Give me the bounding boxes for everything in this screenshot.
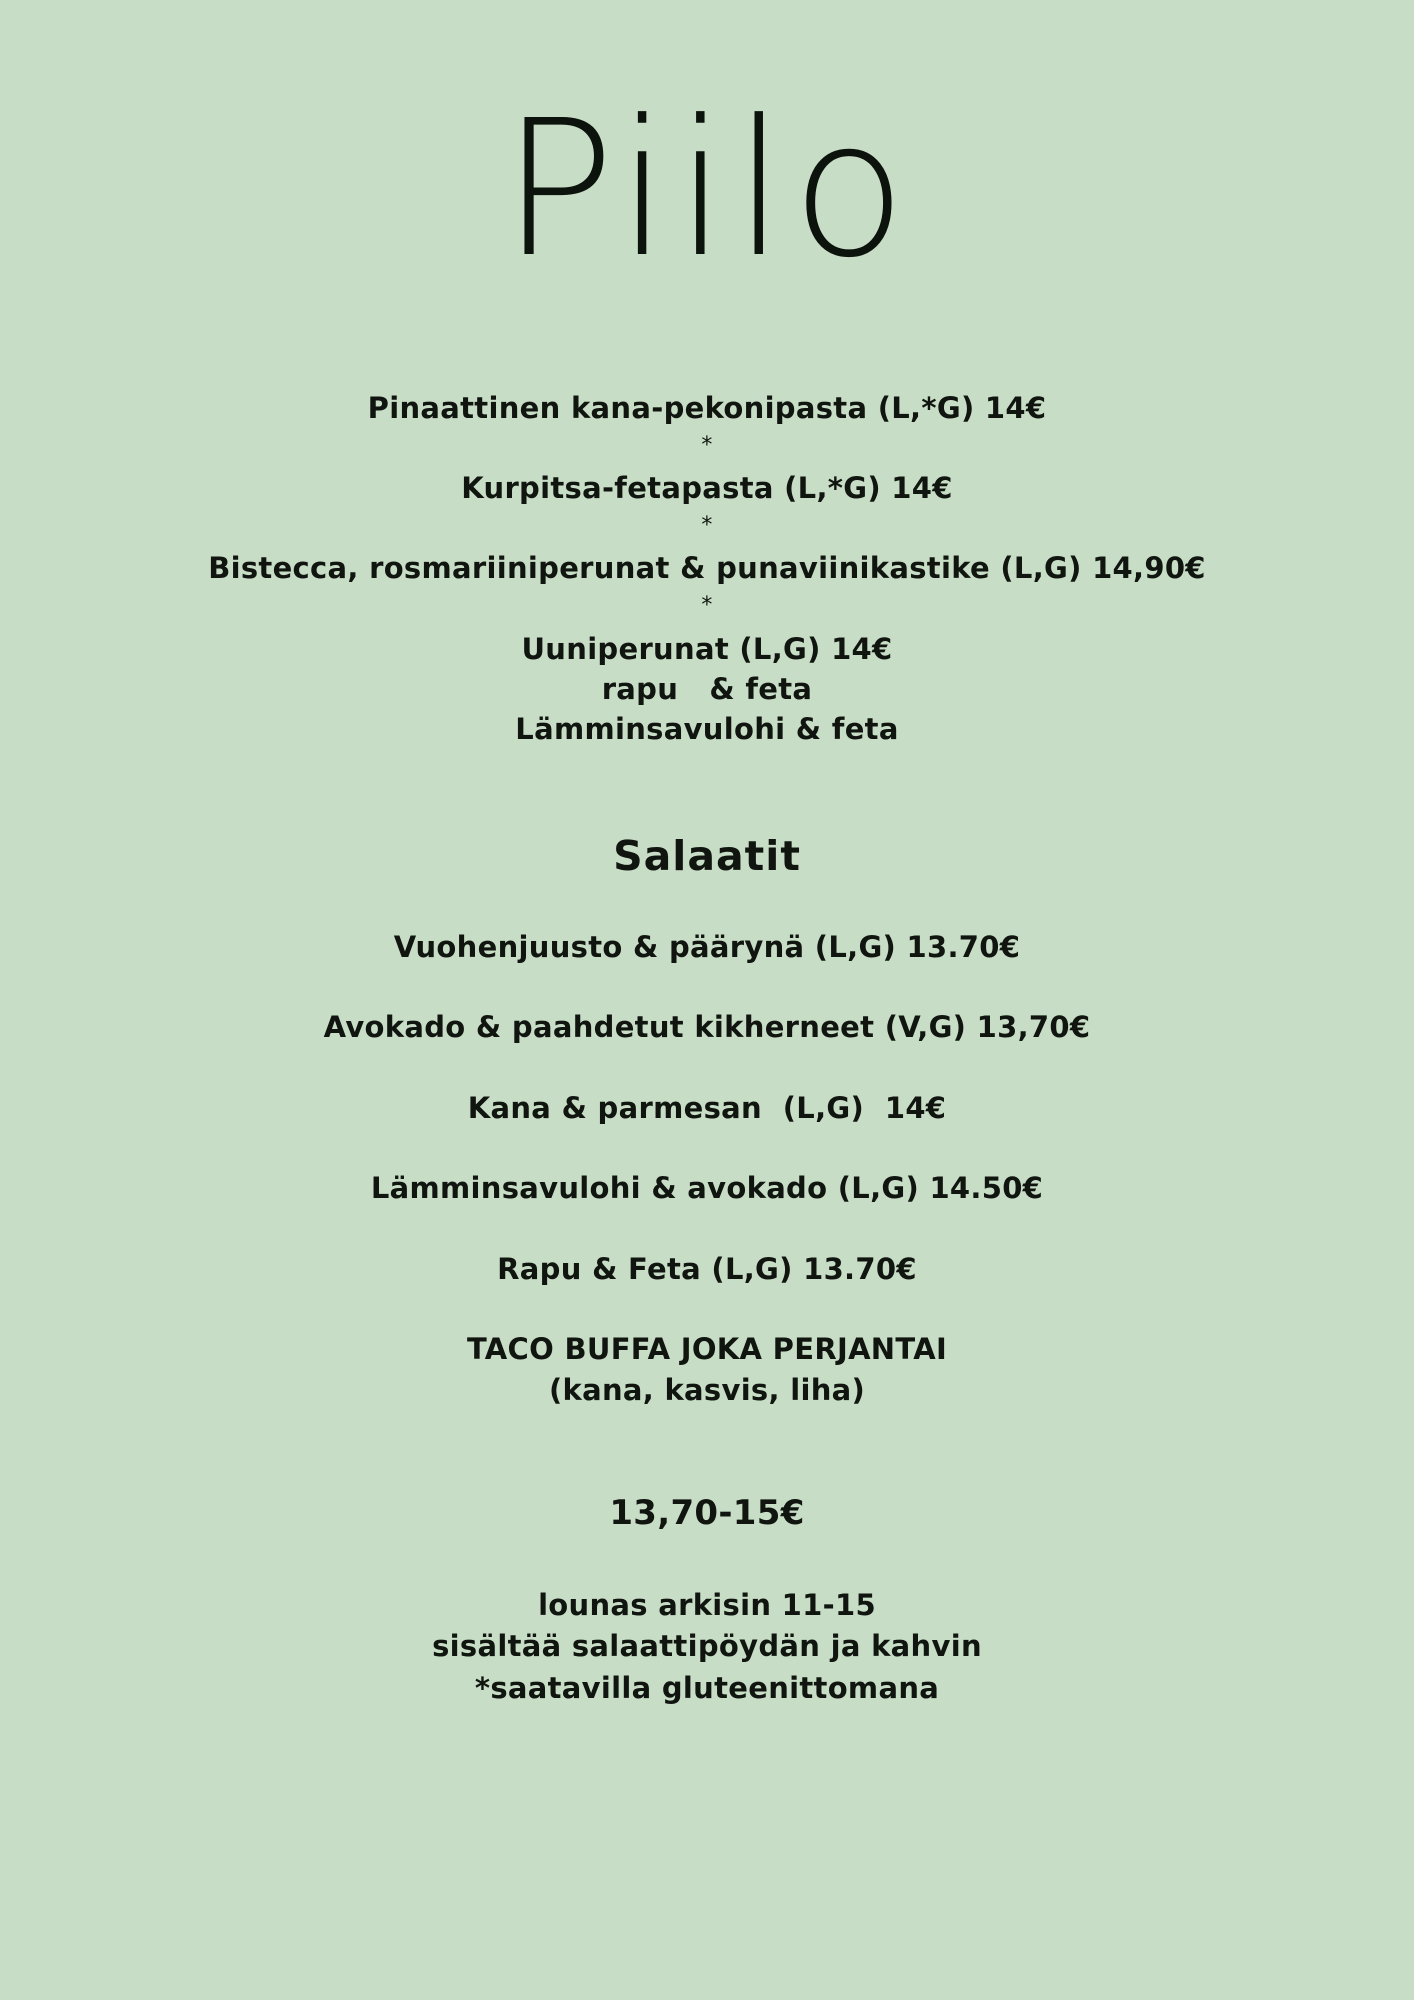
menu-item-baked-potatoes-option-salmon: Lämminsavulohi & feta — [515, 712, 899, 746]
separator-asterisk: * — [701, 593, 713, 618]
menu-item-baked-potatoes-option-crayfish: rapu & feta — [601, 672, 813, 706]
gluten-free-note: *saatavilla gluteenittomana — [474, 1671, 940, 1705]
restaurant-logo: Piilo — [501, 80, 913, 299]
lunch-includes: sisältää salaattipöydän ja kahvin — [432, 1629, 982, 1663]
menu-item-spinach-chicken-bacon-pasta: Pinaattinen kana-pekonipasta (L,*G) 14€ — [367, 391, 1047, 425]
separator-asterisk: * — [701, 513, 713, 538]
taco-buffet-options: (kana, kasvis, liha) — [548, 1373, 866, 1407]
menu-item-pumpkin-feta-pasta: Kurpitsa-fetapasta (L,*G) 14€ — [461, 471, 953, 505]
menu-item-crayfish-feta-salad: Rapu & Feta (L,G) 13.70€ — [497, 1252, 917, 1286]
menu-item-avocado-chickpea-salad: Avokado & paahdetut kikherneet (V,G) 13,70€ — [323, 1010, 1091, 1044]
menu-item-bistecca: Bistecca, rosmariiniperunat & punaviinikastike (L,G) 14,90€ — [208, 551, 1206, 585]
taco-buffet-title: TACO BUFFA JOKA PERJANTAI — [466, 1332, 948, 1366]
section-heading-salads: Salaatit — [613, 832, 801, 880]
lunch-hours: lounas arkisin 11-15 — [538, 1588, 876, 1622]
separator-asterisk: * — [701, 433, 713, 458]
menu-item-baked-potatoes: Uuniperunat (L,G) 14€ — [521, 632, 893, 666]
menu-item-chicken-parmesan-salad: Kana & parmesan (L,G) 14€ — [467, 1091, 947, 1125]
menu-item-goat-cheese-pear-salad: Vuohenjuusto & päärynä (L,G) 13.70€ — [393, 930, 1021, 964]
price-range: 13,70-15€ — [609, 1493, 805, 1533]
menu-item-salmon-avocado-salad: Lämminsavulohi & avokado (L,G) 14.50€ — [370, 1171, 1044, 1205]
